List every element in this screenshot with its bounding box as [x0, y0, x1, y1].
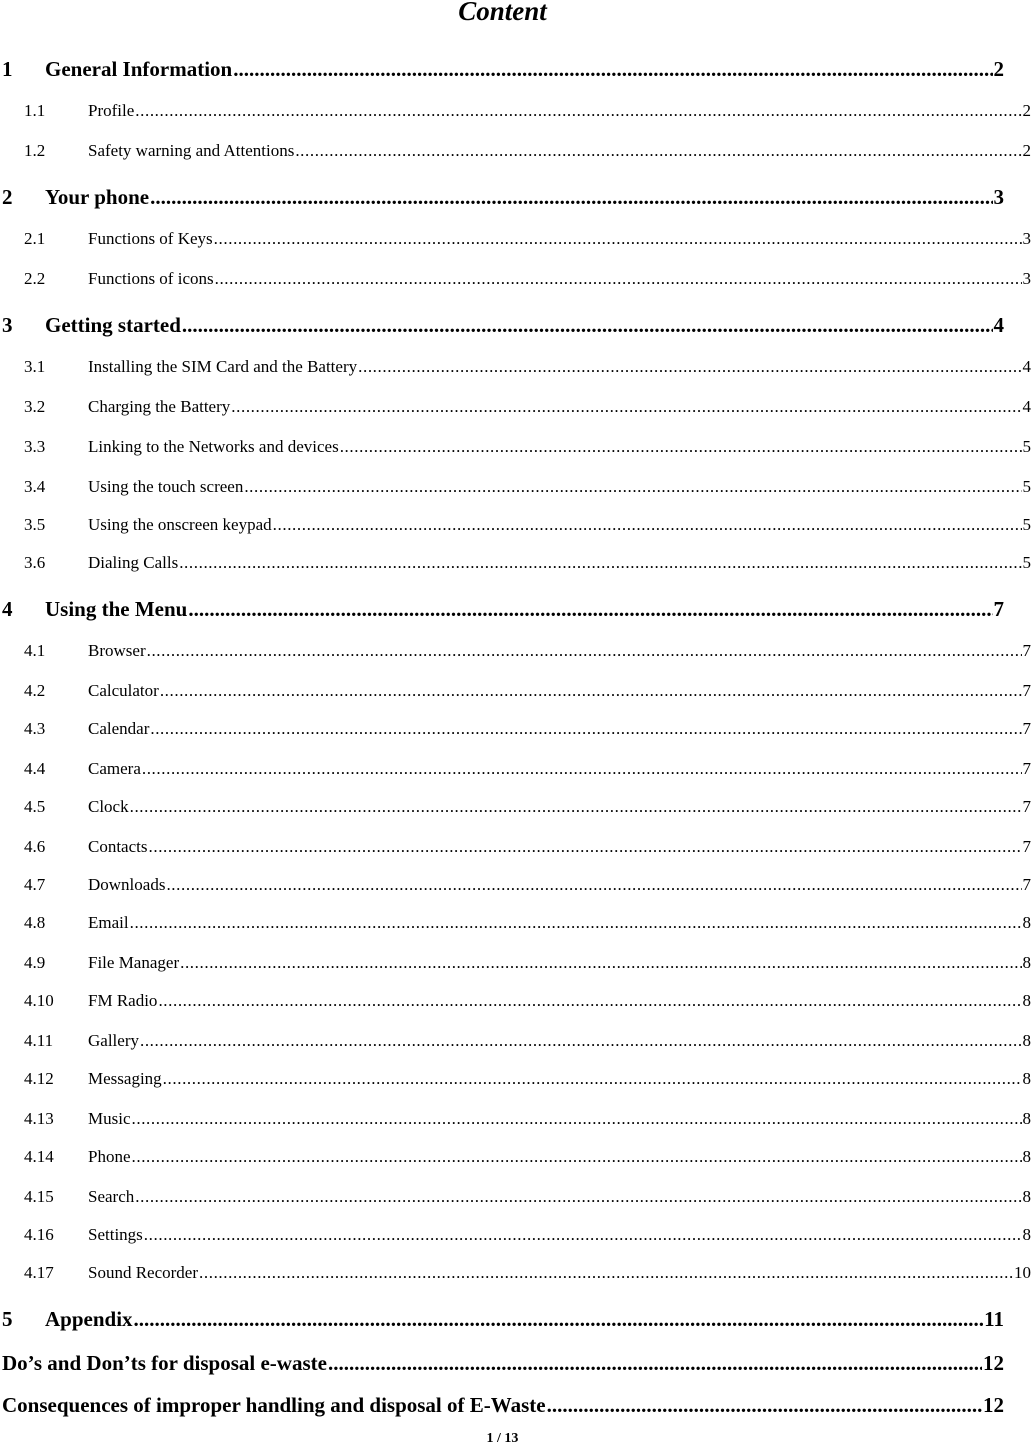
toc-entry-page: 11	[984, 1307, 1004, 1331]
toc-entry-number: 4.15	[24, 1187, 54, 1206]
toc-entry-label: Messaging	[88, 1069, 162, 1088]
toc-entry[interactable]	[2, 1307, 1004, 1335]
toc-entry-page: 5	[1022, 515, 1031, 534]
toc-entry-number: 4.14	[24, 1147, 54, 1166]
toc-dot-leader	[130, 913, 1022, 933]
toc-entry-number: 4.10	[24, 991, 54, 1010]
toc-entry-label: Browser	[88, 641, 146, 660]
toc-dot-leader	[132, 1147, 1022, 1167]
toc-entry-label: Your phone	[45, 185, 150, 209]
toc-entry-page: 3	[1022, 229, 1031, 248]
toc-dot-leader	[135, 101, 1021, 121]
toc-entry-label: Gallery	[88, 1031, 139, 1050]
toc-entry[interactable]	[24, 641, 1031, 665]
toc-dot-leader	[144, 1225, 1022, 1245]
toc-dot-leader	[135, 1187, 1021, 1207]
toc-entry[interactable]	[24, 1225, 1031, 1249]
toc-entry[interactable]	[24, 759, 1031, 783]
toc-entry[interactable]	[2, 597, 1004, 625]
toc-entry-label: Phone	[88, 1147, 131, 1166]
toc-entry[interactable]	[24, 397, 1031, 421]
toc-entry-page: 12	[983, 1393, 1004, 1417]
toc-entry-label: Settings	[88, 1225, 143, 1244]
toc-entry-page: 8	[1022, 1147, 1031, 1166]
toc-dot-leader	[215, 269, 1022, 289]
toc-entry-page: 5	[1022, 437, 1031, 456]
toc-entry-number: 5	[2, 1307, 13, 1331]
toc-entry-page: 3	[993, 185, 1004, 209]
toc-entry[interactable]	[24, 1263, 1031, 1287]
toc-dot-leader	[179, 553, 1021, 573]
toc-entry[interactable]	[24, 797, 1031, 821]
toc-entry-label: Consequences of improper handling and disposal of E-Waste	[2, 1393, 546, 1417]
toc-entry-number: 2	[2, 185, 13, 209]
toc-entry-number: 4	[2, 597, 13, 621]
toc-entry-number: 4.12	[24, 1069, 54, 1088]
toc-entry-page: 7	[1022, 837, 1031, 856]
toc-entry-label: Downloads	[88, 875, 166, 894]
toc-dot-leader	[130, 797, 1022, 817]
toc-entry-page: 7	[993, 597, 1004, 621]
toc-entry-page: 5	[1022, 553, 1031, 572]
toc-entry-number: 4.13	[24, 1109, 54, 1128]
toc-entry-number: 2.1	[24, 229, 46, 248]
toc-entry-label: Using the onscreen keypad	[88, 515, 272, 534]
toc-entry-page: 7	[1022, 797, 1031, 816]
toc-entry-number: 3	[2, 313, 13, 337]
toc-entry[interactable]	[2, 57, 1004, 85]
toc-entry-page: 8	[1022, 1225, 1031, 1244]
toc-entry-page: 7	[1022, 719, 1031, 738]
toc-entry[interactable]	[24, 953, 1031, 977]
toc-entry-label: Contacts	[88, 837, 148, 856]
toc-entry-number: 4.5	[24, 797, 46, 816]
toc-entry-number: 3.1	[24, 357, 46, 376]
toc-entry-number: 4.11	[24, 1031, 54, 1050]
toc-entry-label: Calculator	[88, 681, 159, 700]
toc-entry-number: 2.2	[24, 269, 46, 288]
toc-entry-label: Clock	[88, 797, 129, 816]
toc-dot-leader	[142, 759, 1022, 779]
toc-entry-number: 4.7	[24, 875, 46, 894]
toc-dot-leader	[547, 1393, 982, 1418]
toc-entry-number: 1.2	[24, 141, 46, 160]
toc-entry[interactable]	[24, 1109, 1031, 1133]
toc-entry[interactable]	[24, 1187, 1031, 1211]
toc-entry-number: 1.1	[24, 101, 46, 120]
toc-entry-label: Dialing Calls	[88, 553, 179, 572]
toc-entry[interactable]	[24, 229, 1031, 253]
toc-entry-label: Calendar	[88, 719, 150, 738]
toc-entry-page: 7	[1022, 759, 1031, 778]
toc-entry-number: 3.4	[24, 477, 46, 496]
toc-dot-leader	[134, 1307, 984, 1332]
toc-dot-leader	[166, 875, 1021, 895]
toc-entry[interactable]	[24, 1069, 1031, 1093]
toc-entry-number: 3.3	[24, 437, 46, 456]
toc-entry-page: 8	[1022, 1031, 1031, 1050]
toc-entry-number: 4.3	[24, 719, 46, 738]
toc-entry-page: 3	[1022, 269, 1031, 288]
toc-entry-label: Using the Menu	[45, 597, 188, 621]
toc-dot-leader	[328, 1351, 982, 1376]
toc-entry-label: Music	[88, 1109, 131, 1128]
toc-entry-page: 8	[1022, 1109, 1031, 1128]
toc-dot-leader	[233, 57, 992, 82]
toc-entry-number: 4.8	[24, 913, 46, 932]
toc-entry[interactable]	[24, 269, 1031, 293]
toc-entry[interactable]	[24, 357, 1031, 381]
toc-entry[interactable]	[24, 1147, 1031, 1171]
toc-entry[interactable]	[24, 101, 1031, 125]
toc-dot-leader	[295, 141, 1021, 161]
toc-dot-leader	[140, 1031, 1022, 1051]
toc-entry-page: 8	[1022, 1069, 1031, 1088]
toc-entry-page: 8	[1022, 913, 1031, 932]
toc-dot-leader	[132, 1109, 1022, 1129]
toc-entry[interactable]	[24, 837, 1031, 861]
toc-entry-page: 2	[1022, 141, 1031, 160]
toc-entry[interactable]	[24, 553, 1031, 577]
toc-entry-page: 2	[993, 57, 1004, 81]
toc-entry-page: 8	[1022, 953, 1031, 972]
toc-entry-page: 5	[1022, 477, 1031, 496]
toc-entry-label: Getting started	[45, 313, 181, 337]
toc-entry[interactable]	[24, 875, 1031, 899]
toc-entry-label: General Information	[45, 57, 233, 81]
toc-entry-number: 4.9	[24, 953, 46, 972]
toc-entry-page: 12	[983, 1351, 1004, 1375]
toc-entry-label: Profile	[88, 101, 135, 120]
page-number: 1 / 13	[486, 1431, 519, 1446]
toc-entry-label: Installing the SIM Card and the Battery	[88, 357, 358, 376]
toc-entry-label: Using the touch screen	[88, 477, 244, 496]
toc-entry[interactable]	[24, 1031, 1031, 1055]
toc-entry-page: 7	[1022, 875, 1031, 894]
toc-entry-label: Linking to the Networks and devices	[88, 437, 339, 456]
toc-entry-label: Charging the Battery	[88, 397, 231, 416]
toc-entry-number: 3.6	[24, 553, 46, 572]
toc-entry-page: 7	[1022, 641, 1031, 660]
toc-dot-leader	[188, 597, 992, 622]
toc-entry[interactable]	[2, 1351, 1004, 1379]
toc-entry-page: 7	[1022, 681, 1031, 700]
toc-entry-number: 3.5	[24, 515, 46, 534]
toc-dot-leader	[199, 1263, 1013, 1283]
toc-dot-leader	[150, 185, 992, 210]
toc-dot-leader	[163, 1069, 1022, 1089]
toc-entry-label: File Manager	[88, 953, 180, 972]
toc-entry-label: Camera	[88, 759, 141, 778]
toc-entry-page: 8	[1022, 991, 1031, 1010]
toc-entry[interactable]	[24, 515, 1031, 539]
toc-dot-leader	[231, 397, 1021, 417]
toc-dot-leader	[340, 437, 1022, 457]
toc-entry-page: 4	[993, 313, 1004, 337]
toc-entry-label: Functions of icons	[88, 269, 214, 288]
toc-entry-number: 4.17	[24, 1263, 54, 1282]
toc-dot-leader	[273, 515, 1022, 535]
toc-dot-leader	[214, 229, 1022, 249]
toc-entry-page: 10	[1014, 1263, 1031, 1282]
toc-entry-number: 3.2	[24, 397, 46, 416]
toc-entry-number: 4.1	[24, 641, 46, 660]
toc-entry-number: 4.6	[24, 837, 46, 856]
toc-entry-page: 8	[1022, 1187, 1031, 1206]
toc-entry[interactable]	[2, 1393, 1004, 1421]
toc-entry-page: 2	[1022, 101, 1031, 120]
toc-entry-label: Appendix	[45, 1307, 133, 1331]
toc-entry-label: Do’s and Don’ts for disposal e-waste	[2, 1351, 327, 1375]
toc-entry[interactable]	[24, 681, 1031, 705]
toc-dot-leader	[244, 477, 1021, 497]
toc-entry-label: Email	[88, 913, 129, 932]
toc-dot-leader	[149, 837, 1022, 857]
toc-entry[interactable]	[24, 477, 1031, 501]
toc-entry-number: 4.4	[24, 759, 46, 778]
toc-entry-label: FM Radio	[88, 991, 158, 1010]
toc-entry-page: 4	[1022, 397, 1031, 416]
toc-entry[interactable]	[24, 719, 1031, 743]
toc-entry-number: 4.2	[24, 681, 46, 700]
toc-entry[interactable]	[24, 437, 1031, 461]
toc-entry-label: Safety warning and Attentions	[88, 141, 295, 160]
toc-dot-leader	[160, 681, 1022, 701]
toc-dot-leader	[147, 641, 1022, 661]
toc-entry-page: 4	[1022, 357, 1031, 376]
toc-dot-leader	[358, 357, 1021, 377]
toc-entry[interactable]	[24, 991, 1031, 1015]
toc-entry-number: 4.16	[24, 1225, 54, 1244]
toc-entry-label: Search	[88, 1187, 135, 1206]
toc-dot-leader	[158, 991, 1021, 1011]
toc-entry-number: 1	[2, 57, 13, 81]
toc-entry[interactable]	[2, 185, 1004, 213]
toc-entry[interactable]	[2, 313, 1004, 341]
toc-entry-label: Sound Recorder	[88, 1263, 199, 1282]
toc-entry[interactable]	[24, 913, 1031, 937]
page-title: Content	[458, 0, 547, 26]
toc-entry[interactable]	[24, 141, 1031, 165]
toc-entry-label: Functions of Keys	[88, 229, 213, 248]
toc-dot-leader	[180, 953, 1021, 973]
toc-dot-leader	[150, 719, 1021, 739]
toc-dot-leader	[182, 313, 993, 338]
